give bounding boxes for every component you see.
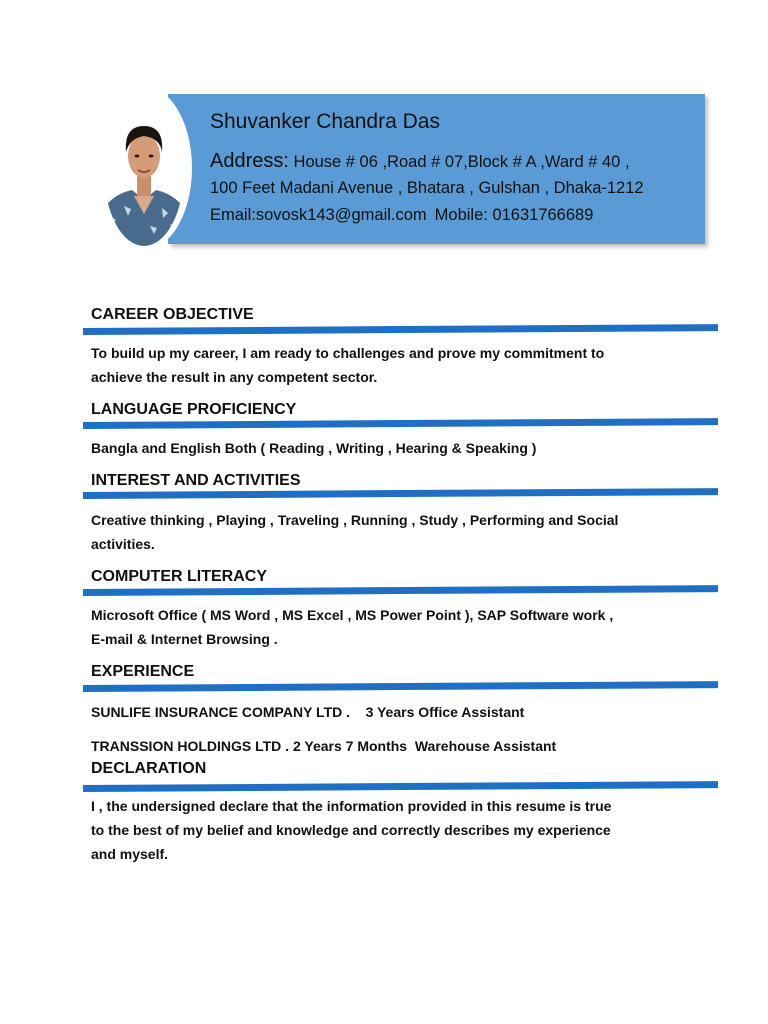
paragraph-line: Creative thinking , Playing , Traveling , Running , Study , Performing and Social — [91, 512, 619, 528]
section-title-declaration: DECLARATION — [91, 760, 207, 777]
section-divider — [83, 418, 718, 429]
experience-item: TRANSSION HOLDINGS LTD . 2 Years 7 Months Warehouse Assistant — [91, 738, 557, 754]
address-line-1: House # 06 ,Road # 07,Block # A ,Ward # 40 , — [288, 153, 630, 171]
section-title-language: LANGUAGE PROFICIENCY — [91, 401, 297, 418]
section-title-computer: COMPUTER LITERACY — [91, 568, 267, 585]
experience-item: SUNLIFE INSURANCE COMPANY LTD . 3 Years Office Assistant — [91, 704, 525, 720]
section-divider — [83, 681, 718, 692]
profile-photo — [104, 96, 184, 246]
paragraph-line: Microsoft Office ( MS Word , MS Excel , MS Power Point ), SAP Software work , — [91, 607, 614, 623]
paragraph-line: and myself. — [91, 846, 169, 862]
contact-line — [210, 206, 593, 225]
address-block — [210, 148, 644, 201]
declaration-text — [91, 794, 711, 866]
section-divider — [83, 781, 718, 792]
address-line-2: 100 Feet Madani Avenue , Bhatara , Gulshan , Dhaka-1212 — [210, 179, 644, 197]
paragraph-line: To build up my career, I am ready to challenges and prove my commitment to — [91, 345, 605, 361]
interest-text — [91, 508, 711, 556]
address-label: Address: — [210, 150, 289, 172]
email-text: Email:sovosk143@gmail.com — [210, 206, 427, 224]
paragraph-line: I , the undersigned declare that the information provided in this resume is true — [91, 798, 612, 814]
section-title-experience: EXPERIENCE — [91, 663, 195, 680]
paragraph-line: activities. — [91, 536, 155, 552]
section-divider — [83, 585, 718, 596]
paragraph-line: E-mail & Internet Browsing . — [91, 631, 278, 647]
language-text — [91, 436, 711, 460]
paragraph-line: to the best of my belief and knowledge and correctly describes my experience — [91, 822, 611, 838]
mobile-text: Mobile: 01631766689 — [434, 206, 594, 224]
section-title-interest: INTEREST AND ACTIVITIES — [91, 472, 301, 489]
paragraph-line: Bangla and English Both ( Reading , Writing , Hearing & Speaking ) — [91, 440, 537, 456]
career-objective-text — [91, 341, 711, 389]
paragraph-line: achieve the result in any competent sector. — [91, 369, 378, 385]
applicant-name: Shuvanker Chandra Das — [210, 110, 440, 133]
section-title-career-objective: CAREER OBJECTIVE — [91, 306, 254, 323]
section-divider — [83, 324, 718, 335]
computer-text — [91, 603, 711, 651]
